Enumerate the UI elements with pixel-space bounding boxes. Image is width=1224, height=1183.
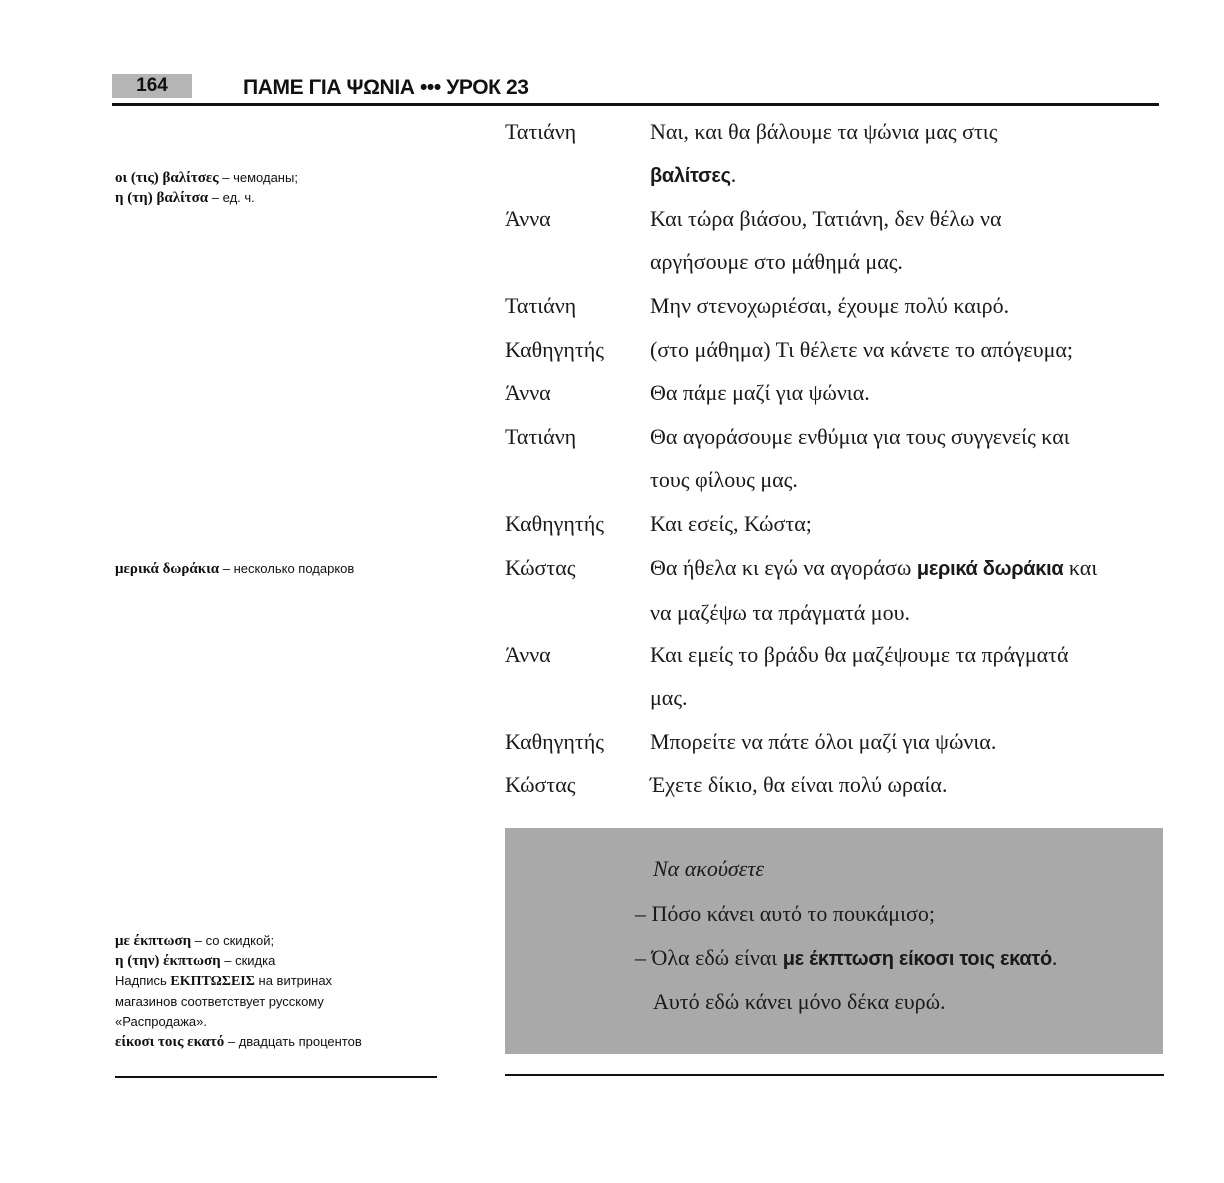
gloss-def: – чемоданы;	[218, 170, 298, 185]
dialogue-line	[650, 502, 1165, 545]
gloss-term: μερικά δωράκια	[115, 561, 220, 577]
listen-line: Αυτό εδώ κάνει μόνο δέκα ευρώ.	[653, 989, 946, 1014]
dialogue-text: Και εσείς, Κώστα;	[650, 511, 812, 536]
listen-title: Να ακούσετε	[653, 856, 764, 881]
listen-box	[505, 828, 1163, 1054]
gloss-line	[115, 1032, 362, 1052]
gloss-term: η (την) έκπτωση	[115, 953, 221, 969]
speaker-name: Τατιάνη	[505, 424, 577, 449]
dialogue-line	[650, 284, 1165, 327]
speaker-name: Κώστας	[505, 555, 576, 580]
dialogue-line	[650, 110, 1165, 198]
gloss-def: – скидка	[220, 953, 276, 968]
speaker-name: Άννα	[505, 380, 551, 405]
speaker-name: Καθηγητής	[505, 511, 604, 536]
listen-bold: με έκπτωση είκοσι τοις εκατό	[782, 948, 1052, 970]
dialogue-text: (στο μάθημα) Τι θέλετε να κάνετε το απόγευμα;	[650, 337, 1074, 362]
gloss-def: – со скидкой;	[191, 933, 275, 948]
dialogue-text: Και τώρα βιάσου, Τατιάνη, δεν θέλω να	[650, 206, 1002, 231]
running-title: ΠΑΜΕ ΓΙΑ ΨΩΝΙΑ ••• УРОК 23	[243, 76, 529, 99]
listen-line: – Πόσο κάνει αυτό το πουκάμισο;	[635, 901, 935, 926]
gloss-note-caps: ΕΚΠΤΩΣΕΙΣ	[170, 974, 255, 989]
dialogue-text: τους φίλους μας.	[650, 467, 798, 492]
speaker-name: Άννα	[505, 206, 551, 231]
header-rule	[112, 103, 1159, 106]
speaker-name: Άννα	[505, 642, 551, 667]
dialogue-text: και	[1063, 555, 1098, 580]
page-number: 164	[112, 74, 192, 98]
dialogue-text	[650, 546, 1165, 591]
dialogue-text: Και εμείς το βράδυ θα μαζέψουμε τα πράγματά	[650, 642, 1069, 667]
gloss-term: είκοσι τοις εκατό	[115, 1034, 225, 1050]
gloss-term: με έκπτωση	[115, 933, 192, 949]
gloss-dorakia	[115, 559, 354, 579]
gloss-line	[115, 188, 298, 208]
gloss-line	[115, 559, 354, 579]
gloss-note-text: Надпись	[115, 973, 171, 988]
dialogue-line	[650, 763, 1165, 806]
dialogue-bold: μερικά δωράκια	[916, 558, 1064, 580]
speaker-name: Τατιάνη	[505, 119, 577, 144]
dialogue-text: αργήσουμε στο μάθημά μας.	[650, 249, 903, 274]
dialogue-text: Έχετε δίκιο, θα είναι πολύ ωραία.	[650, 772, 948, 797]
dialogue-text: να μαζέψω τα πράγματά μου.	[650, 600, 910, 625]
dialogue-line	[650, 546, 1165, 634]
gloss-def: – несколько подарков	[219, 561, 355, 576]
dialogue-text: Μην στενοχωριέσαι, έχουμε πολύ καιρό.	[650, 293, 1010, 318]
gloss-note	[115, 971, 362, 992]
listen-text: .	[1051, 945, 1058, 970]
dialogue-bold: βαλίτσες	[650, 165, 731, 187]
gloss-term: η (τη) βαλίτσα	[115, 190, 209, 206]
gloss-def: – ед. ч.	[208, 190, 255, 205]
dialogue-text: Ναι, και θα βάλουμε τα ψώνια μας στις	[650, 119, 998, 144]
gloss-line	[115, 168, 298, 188]
dialogue-text: Θα ήθελα κι εγώ να αγοράσω	[650, 555, 917, 580]
listen-line	[635, 945, 1057, 971]
gloss-line	[115, 931, 362, 951]
footer-rule-left	[115, 1076, 437, 1078]
dialogue-text: Μπορείτε να πάτε όλοι μαζί για ψώνια.	[650, 729, 997, 754]
dialogue-text: Θα πάμε μαζί για ψώνια.	[650, 380, 870, 405]
gloss-term: οι (τις) βαλίτσες	[115, 170, 219, 186]
dialogue-line	[650, 415, 1165, 501]
dialogue-line	[650, 720, 1165, 763]
dialogue-line	[650, 197, 1165, 283]
footer-rule-right	[505, 1074, 1164, 1076]
speaker-name: Τατιάνη	[505, 293, 577, 318]
dialogue-text: μας.	[650, 685, 688, 710]
dialogue-text	[650, 153, 1165, 198]
gloss-def: – двадцать процентов	[224, 1034, 362, 1049]
dialogue-text: .	[730, 162, 737, 187]
dialogue-line	[650, 633, 1165, 719]
gloss-line	[115, 951, 362, 971]
gloss-note-text: на витринах	[254, 973, 333, 988]
dialogue-text: Θα αγοράσουμε ενθύμια για τους συγγενείς και	[650, 424, 1070, 449]
speaker-name: Κώστας	[505, 772, 576, 797]
dialogue-line	[650, 371, 1165, 414]
listen-text: – Όλα εδώ είναι	[635, 945, 783, 970]
speaker-name: Καθηγητής	[505, 337, 604, 362]
speaker-name: Καθηγητής	[505, 729, 604, 754]
gloss-valitses	[115, 168, 298, 208]
dialogue-line	[650, 328, 1165, 371]
gloss-note: «Распродажа».	[115, 1014, 207, 1029]
gloss-note: магазинов соответствует русскому	[115, 994, 324, 1009]
gloss-ekptosi	[115, 931, 362, 1052]
